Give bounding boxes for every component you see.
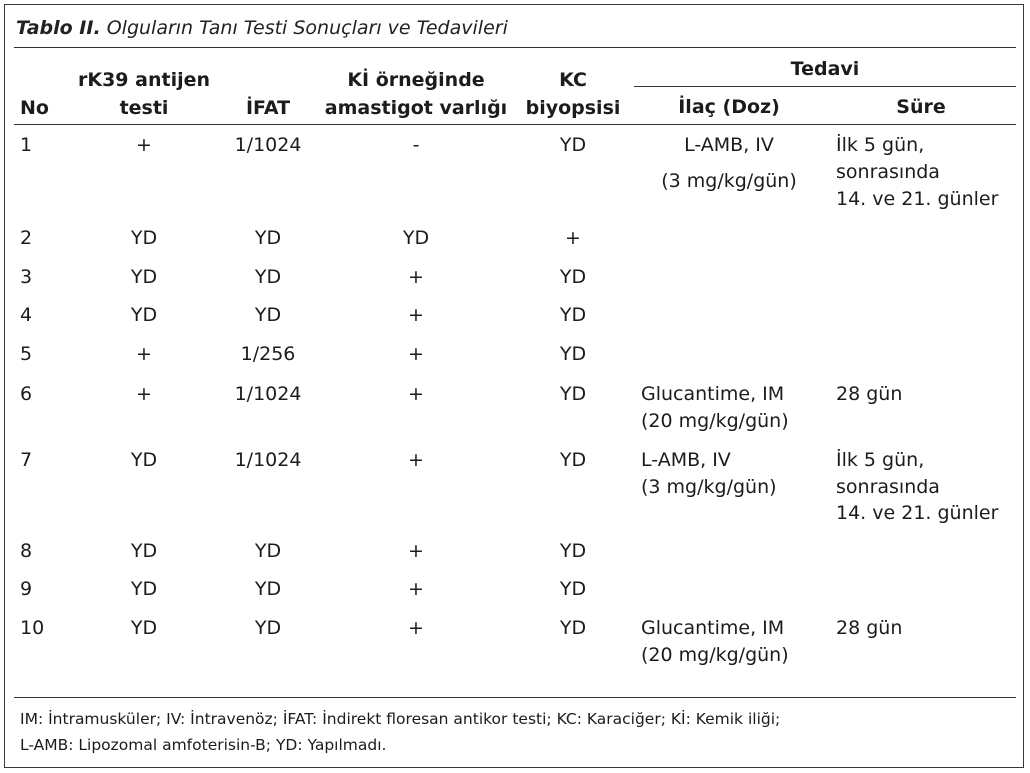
cell-kc: YD bbox=[559, 617, 587, 639]
cell-ki: YD bbox=[402, 227, 430, 249]
cell-ifat: 1/1024 bbox=[234, 383, 302, 405]
caption-text: Olguların Tanı Testi Sonuçları ve Tedavileri bbox=[100, 17, 508, 39]
cell-kc: YD bbox=[559, 343, 587, 365]
cell-no: 4 bbox=[20, 304, 33, 326]
header-rk39-line2: testi bbox=[119, 97, 169, 119]
cell-rk39: + bbox=[136, 343, 152, 365]
caption-rule bbox=[14, 47, 1016, 48]
cell-sure-line3: 14. ve 21. günler bbox=[836, 502, 999, 524]
cell-sure-line1: İlk 5 gün, bbox=[836, 134, 925, 156]
cell-ilac-line2: (20 mg/kg/gün) bbox=[641, 644, 789, 666]
cell-rk39: YD bbox=[130, 617, 158, 639]
cell-ifat: YD bbox=[254, 227, 282, 249]
cell-sure-line3: 14. ve 21. günler bbox=[836, 188, 999, 210]
footnote-line2: L-AMB: Lipozomal amfoterisin-B; YD: Yapılmadı. bbox=[20, 736, 387, 754]
cell-ifat: YD bbox=[254, 578, 282, 600]
header-tedavi: Tedavi bbox=[790, 58, 860, 80]
cell-ilac-line2: (20 mg/kg/gün) bbox=[641, 410, 789, 432]
cell-kc: + bbox=[565, 227, 581, 249]
cell-ifat: 1/1024 bbox=[234, 134, 302, 156]
cell-no: 1 bbox=[20, 134, 33, 156]
cell-ifat: YD bbox=[254, 617, 282, 639]
cell-sure-line2: sonrasında bbox=[836, 161, 940, 183]
cell-ilac-line2: (3 mg/kg/gün) bbox=[661, 170, 797, 192]
cell-ifat: YD bbox=[254, 540, 282, 562]
cell-rk39: YD bbox=[130, 227, 158, 249]
cell-ki: + bbox=[408, 304, 424, 326]
cell-no: 9 bbox=[20, 578, 33, 600]
cell-no: 7 bbox=[20, 449, 33, 471]
cell-rk39: YD bbox=[130, 449, 158, 471]
header-kc-line1: KC bbox=[559, 69, 587, 91]
cell-ki: - bbox=[412, 134, 420, 156]
header-ilac: İlaç (Doz) bbox=[678, 96, 780, 118]
header-no: No bbox=[20, 97, 49, 119]
footnote-line1: IM: İntramusküler; IV: İntravenöz; İFAT: İndirekt floresan antikor testi; KC: Karaciğer; Kİ: Kemik iliği; bbox=[20, 710, 781, 728]
cell-rk39: YD bbox=[130, 578, 158, 600]
cell-rk39: + bbox=[136, 383, 152, 405]
cell-no: 8 bbox=[20, 540, 33, 562]
header-rule bbox=[14, 124, 1016, 125]
table-caption bbox=[16, 17, 508, 39]
cell-ifat: YD bbox=[254, 304, 282, 326]
cell-ki: + bbox=[408, 383, 424, 405]
cell-ilac-line2: (3 mg/kg/gün) bbox=[641, 476, 777, 498]
header-ki-line1: Kİ örneğinde bbox=[347, 69, 485, 91]
cell-ki: + bbox=[408, 578, 424, 600]
cell-ifat: YD bbox=[254, 266, 282, 288]
cell-kc: YD bbox=[559, 540, 587, 562]
cell-kc: YD bbox=[559, 304, 587, 326]
header-kc-line2: biyopsisi bbox=[525, 97, 621, 119]
cell-ki: + bbox=[408, 343, 424, 365]
cell-no: 2 bbox=[20, 227, 33, 249]
cell-sure-line2: sonrasında bbox=[836, 476, 940, 498]
cell-ifat: 1/1024 bbox=[234, 449, 302, 471]
cell-no: 6 bbox=[20, 383, 33, 405]
cell-no: 5 bbox=[20, 343, 33, 365]
header-ki-line2: amastigot varlığı bbox=[324, 97, 508, 119]
cell-rk39: + bbox=[136, 134, 152, 156]
cell-sure-line1: 28 gün bbox=[836, 383, 903, 405]
cell-sure-line1: İlk 5 gün, bbox=[836, 449, 925, 471]
cell-ilac-line1: Glucantime, IM bbox=[641, 383, 785, 405]
tedavi-subrule bbox=[634, 86, 1016, 87]
cell-kc: YD bbox=[559, 449, 587, 471]
cell-ilac-line1: Glucantime, IM bbox=[641, 617, 785, 639]
cell-kc: YD bbox=[559, 266, 587, 288]
cell-ki: + bbox=[408, 266, 424, 288]
cell-no: 10 bbox=[20, 617, 45, 639]
header-ifat: İFAT bbox=[245, 97, 291, 119]
cell-kc: YD bbox=[559, 383, 587, 405]
cell-ilac-line1: L-AMB, IV bbox=[684, 134, 774, 156]
cell-rk39: YD bbox=[130, 266, 158, 288]
cell-ilac-line1: L-AMB, IV bbox=[641, 449, 731, 471]
cell-sure-line1: 28 gün bbox=[836, 617, 903, 639]
cell-rk39: YD bbox=[130, 540, 158, 562]
header-rk39-line1: rK39 antijen bbox=[77, 69, 211, 91]
cell-ki: + bbox=[408, 540, 424, 562]
caption-lead: Tablo II. bbox=[16, 17, 101, 39]
cell-rk39: YD bbox=[130, 304, 158, 326]
cell-kc: YD bbox=[559, 134, 587, 156]
header-sure: Süre bbox=[896, 96, 946, 118]
cell-ki: + bbox=[408, 617, 424, 639]
cell-ifat: 1/256 bbox=[240, 343, 296, 365]
cell-kc: YD bbox=[559, 578, 587, 600]
cell-no: 3 bbox=[20, 266, 33, 288]
cell-ki: + bbox=[408, 449, 424, 471]
bottom-rule bbox=[14, 697, 1016, 698]
